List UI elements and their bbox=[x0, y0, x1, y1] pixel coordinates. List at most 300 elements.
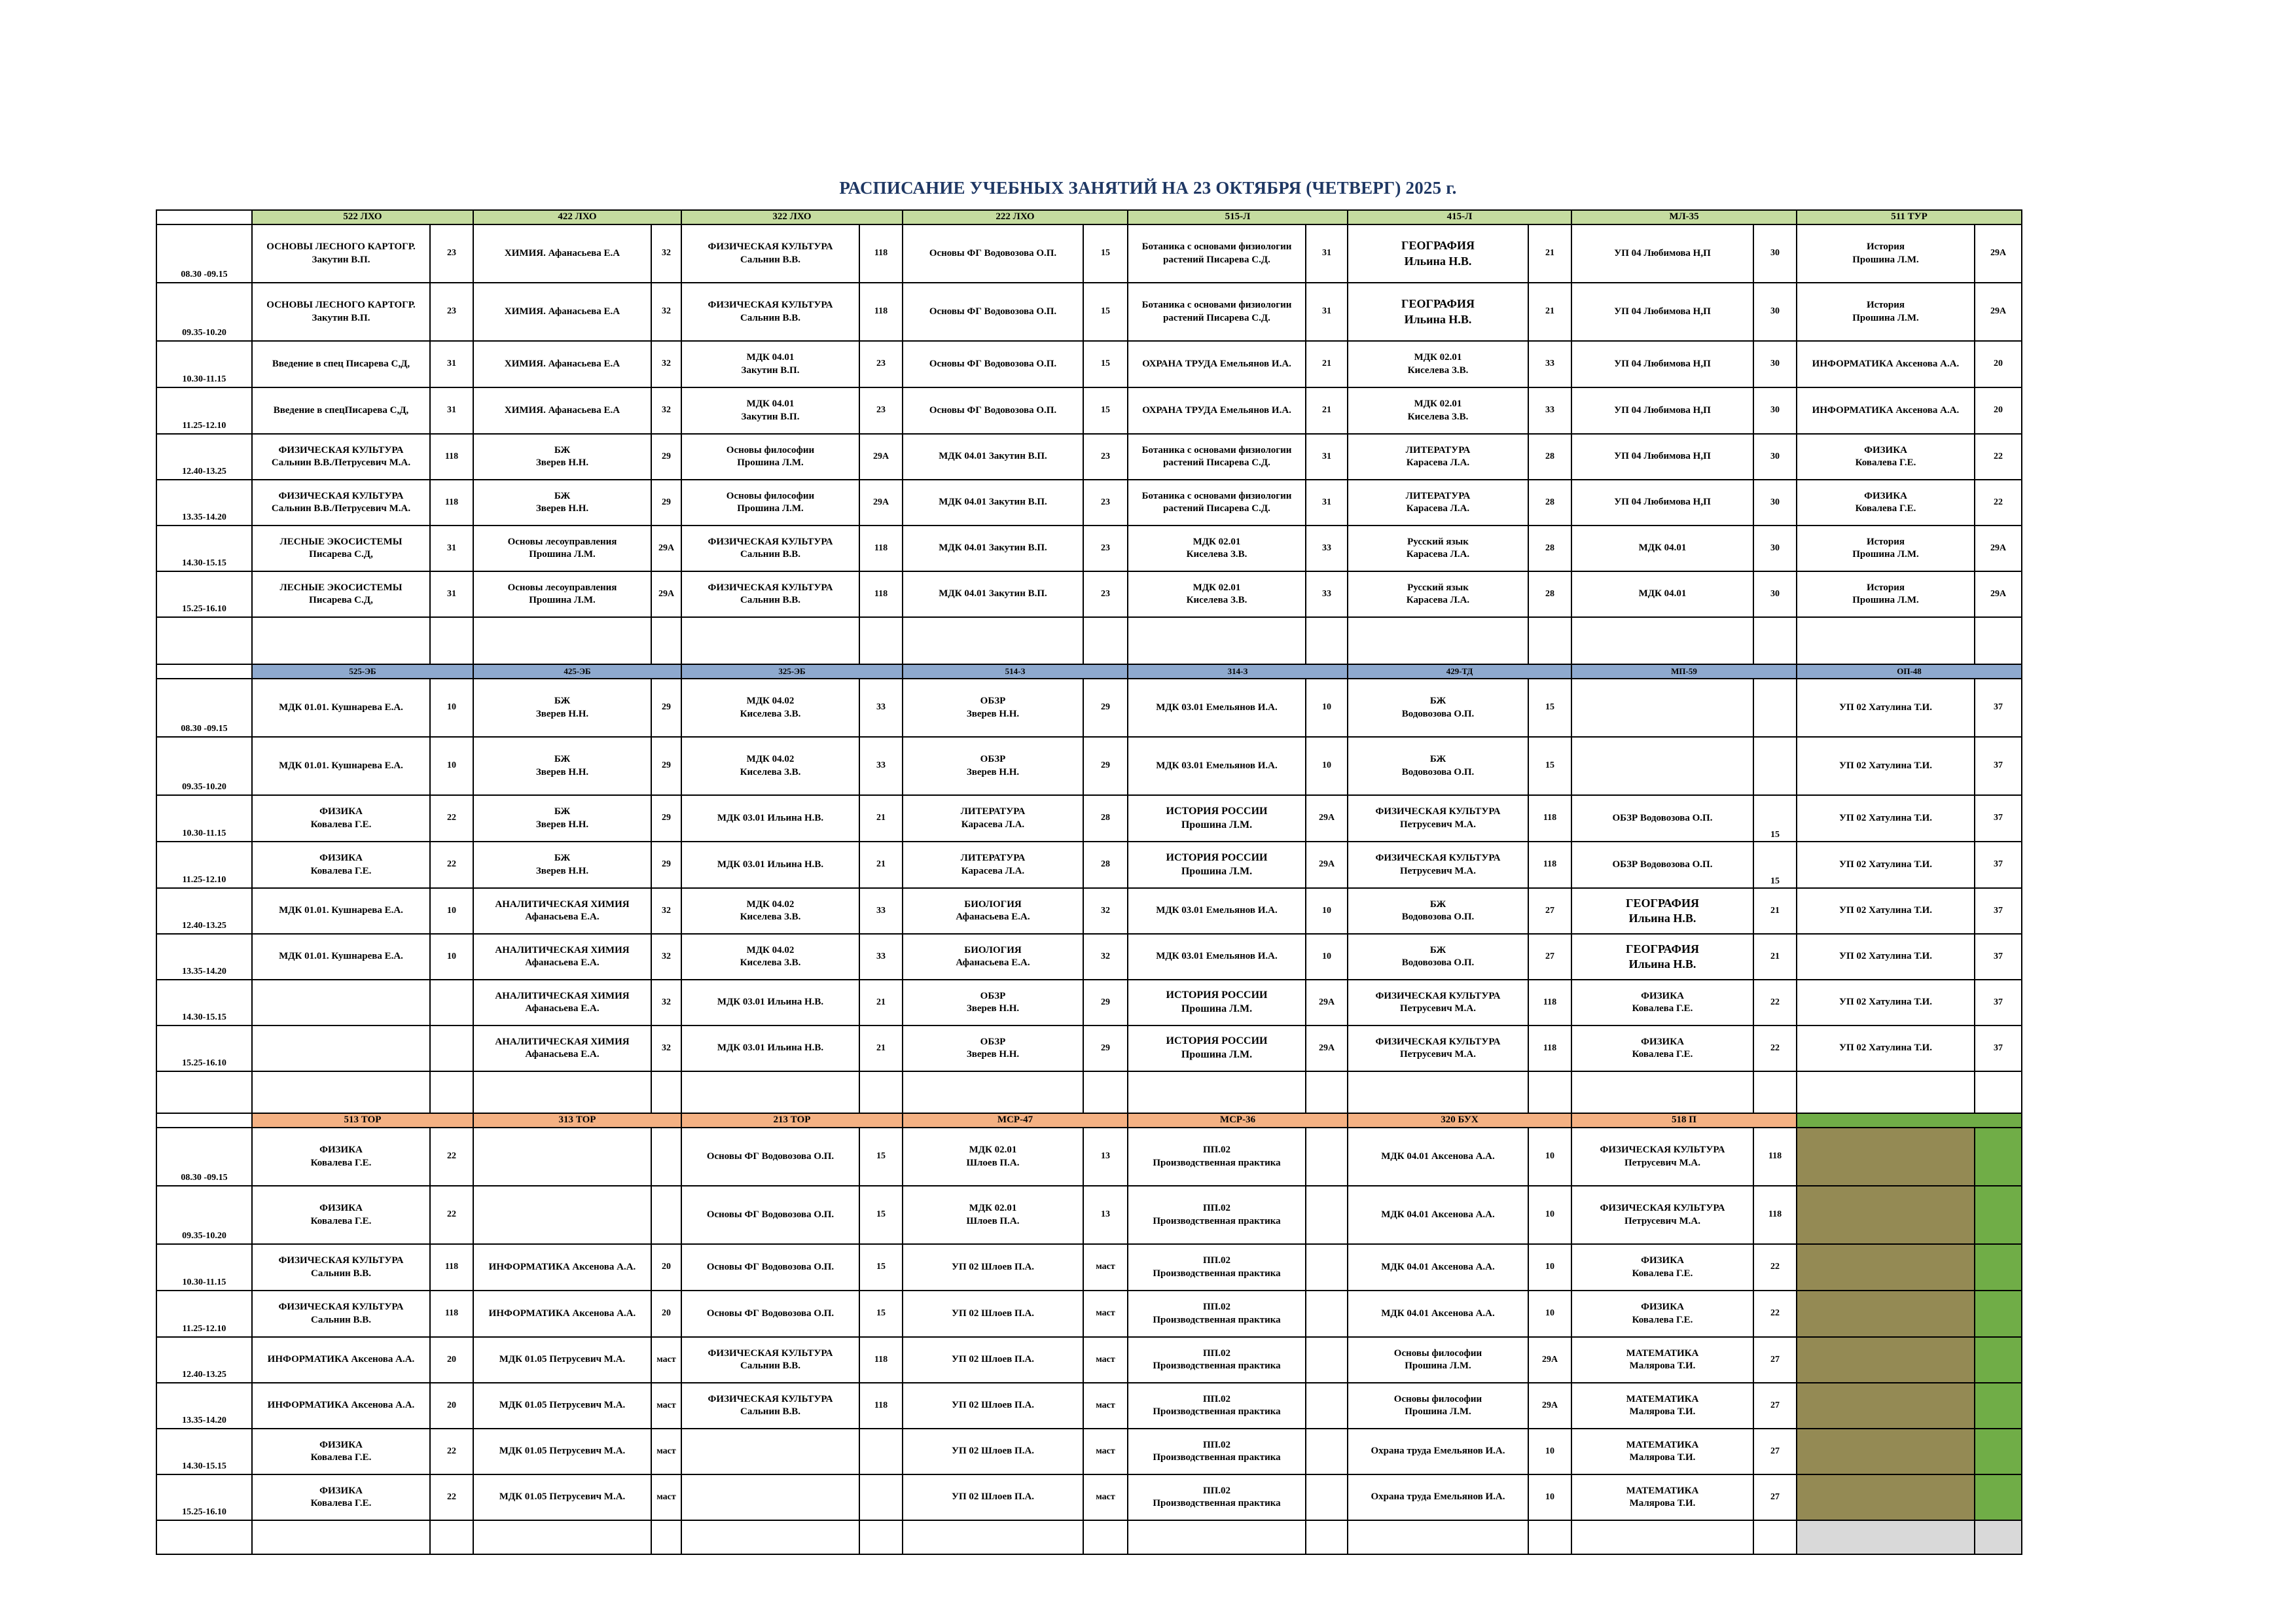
lesson-cell bbox=[252, 1026, 430, 1071]
lesson-cell: УП 04 Любимова Н,П bbox=[1571, 480, 1753, 526]
lesson-cell: ФИЗИЧЕСКАЯ КУЛЬТУРА Сальнин В.В. bbox=[252, 1291, 430, 1337]
time-slot: 12.40-13.25 bbox=[156, 1337, 252, 1383]
time-slot: 10.30-11.15 bbox=[156, 795, 252, 842]
lesson-cell bbox=[252, 980, 430, 1026]
room-cell: маст bbox=[1083, 1337, 1128, 1383]
spacer-cell bbox=[1571, 1071, 1753, 1113]
room-cell: 13 bbox=[1083, 1186, 1128, 1244]
header-corner bbox=[156, 1113, 252, 1128]
spacer-cell bbox=[156, 1520, 252, 1554]
lesson-cell: МДК 04.01 Закутин В.П. bbox=[681, 387, 859, 434]
group-header: 515-Л bbox=[1128, 210, 1348, 224]
lesson-cell bbox=[1797, 1429, 1975, 1474]
room-cell: маст bbox=[651, 1337, 681, 1383]
spacer-cell bbox=[1128, 1520, 1306, 1554]
room-cell: 33 bbox=[1528, 341, 1571, 387]
room-cell: 118 bbox=[859, 526, 903, 571]
room-cell bbox=[1306, 1128, 1348, 1186]
spacer-cell bbox=[430, 1071, 473, 1113]
lesson-cell: ПП.02 Производственная практика bbox=[1128, 1186, 1306, 1244]
room-cell: 29А bbox=[859, 434, 903, 480]
room-cell: 33 bbox=[1306, 526, 1348, 571]
spacer-cell bbox=[1797, 1520, 1975, 1554]
room-cell: 29 bbox=[651, 842, 681, 888]
spacer-cell bbox=[1797, 1071, 1975, 1113]
spacer-cell bbox=[903, 617, 1083, 664]
lesson-cell: МДК 04.01 Аксенова А.А. bbox=[1348, 1291, 1528, 1337]
lesson-row bbox=[156, 1429, 2022, 1474]
lesson-cell: ИСТОРИЯ РОССИИ Прошина Л.М. bbox=[1128, 842, 1306, 888]
room-cell: 29 bbox=[1083, 679, 1128, 737]
lesson-cell: Ботаника с основами физиологии растений Писарева С.Д. bbox=[1128, 434, 1306, 480]
group-header: 314-З bbox=[1128, 664, 1348, 679]
time-slot: 12.40-13.25 bbox=[156, 888, 252, 934]
room-cell: 23 bbox=[859, 341, 903, 387]
room-cell: 31 bbox=[430, 387, 473, 434]
room-cell: 21 bbox=[1753, 934, 1797, 980]
lesson-cell: МДК 03.01 Емельянов И.А. bbox=[1128, 888, 1306, 934]
lesson-cell: ОХРАНА ТРУДА Емельянов И.А. bbox=[1128, 341, 1306, 387]
room-cell: 23 bbox=[1083, 480, 1128, 526]
room-cell: 29 bbox=[651, 480, 681, 526]
room-cell: 37 bbox=[1975, 842, 2022, 888]
room-cell: 29А bbox=[859, 480, 903, 526]
lesson-row bbox=[156, 283, 2022, 341]
room-cell: 30 bbox=[1753, 571, 1797, 617]
lesson-cell: МДК 02.01 Шлоев П.А. bbox=[903, 1128, 1083, 1186]
time-slot: 11.25-12.10 bbox=[156, 1291, 252, 1337]
lesson-cell bbox=[473, 1128, 651, 1186]
room-cell: маст bbox=[1083, 1474, 1128, 1520]
group-header: 313 ТОР bbox=[473, 1113, 681, 1128]
time-slot: 14.30-15.15 bbox=[156, 1429, 252, 1474]
lesson-cell: Основы ФГ Водовозова О.П. bbox=[681, 1186, 859, 1244]
room-cell: 20 bbox=[430, 1383, 473, 1429]
group-header: 525-ЭБ bbox=[252, 664, 473, 679]
lesson-cell: ИНФОРМАТИКА Аксенова А.А. bbox=[252, 1383, 430, 1429]
lesson-cell bbox=[1797, 1337, 1975, 1383]
room-cell: 15 bbox=[1753, 842, 1797, 888]
lesson-cell: УП 02 Хатулина Т.И. bbox=[1797, 934, 1975, 980]
group-header: 425-ЭБ bbox=[473, 664, 681, 679]
lesson-cell: Ботаника с основами физиологии растений Писарева С.Д. bbox=[1128, 224, 1306, 283]
lesson-cell: ИСТОРИЯ РОССИИ Прошина Л.М. bbox=[1128, 1026, 1306, 1071]
lesson-cell: БЖ Зверев Н.Н. bbox=[473, 434, 651, 480]
lesson-cell: ГЕОГРАФИЯ Ильина Н.В. bbox=[1348, 224, 1528, 283]
room-cell bbox=[859, 1474, 903, 1520]
room-cell: 118 bbox=[859, 224, 903, 283]
lesson-cell: ФИЗИЧЕСКАЯ КУЛЬТУРА Петрусевич М.А. bbox=[1571, 1128, 1753, 1186]
lesson-row bbox=[156, 434, 2022, 480]
lesson-cell: БЖ Водовозова О.П. bbox=[1348, 679, 1528, 737]
lesson-cell: Основы философии Прошина Л.М. bbox=[681, 480, 859, 526]
spacer-cell bbox=[859, 617, 903, 664]
spacer-cell bbox=[156, 1071, 252, 1113]
room-cell bbox=[1975, 1383, 2022, 1429]
lesson-cell: ПП.02 Производственная практика bbox=[1128, 1128, 1306, 1186]
lesson-cell bbox=[1797, 1291, 1975, 1337]
lesson-cell: УП 02 Шлоев П.А. bbox=[903, 1429, 1083, 1474]
lesson-cell: ЛИТЕРАТУРА Карасева Л.А. bbox=[903, 842, 1083, 888]
room-cell: 30 bbox=[1753, 387, 1797, 434]
lesson-cell: Охрана труда Емельянов И.А. bbox=[1348, 1474, 1528, 1520]
lesson-row bbox=[156, 679, 2022, 737]
lesson-cell: Основы лесоуправления Прошина Л.М. bbox=[473, 526, 651, 571]
room-cell: 118 bbox=[859, 571, 903, 617]
lesson-cell: МДК 04.02 Киселева З.В. bbox=[681, 737, 859, 795]
room-cell: 22 bbox=[1753, 980, 1797, 1026]
time-slot: 13.35-14.20 bbox=[156, 1383, 252, 1429]
lesson-cell: ФИЗИЧЕСКАЯ КУЛЬТУРА Сальнин В.В. bbox=[681, 224, 859, 283]
room-cell bbox=[430, 1026, 473, 1071]
room-cell: 30 bbox=[1753, 526, 1797, 571]
lesson-cell: Охрана труда Емельянов И.А. bbox=[1348, 1429, 1528, 1474]
lesson-cell: ФИЗИЧЕСКАЯ КУЛЬТУРА Петрусевич М.А. bbox=[1348, 842, 1528, 888]
group-header: 213 ТОР bbox=[681, 1113, 903, 1128]
lesson-cell: МДК 04.02 Киселева З.В. bbox=[681, 888, 859, 934]
room-cell: 21 bbox=[1306, 341, 1348, 387]
lesson-cell: УП 02 Хатулина Т.И. bbox=[1797, 888, 1975, 934]
lesson-row bbox=[156, 224, 2022, 283]
spacer-row bbox=[156, 617, 2022, 664]
time-slot: 14.30-15.15 bbox=[156, 980, 252, 1026]
lesson-cell: ФИЗИЧЕСКАЯ КУЛЬТУРА Петрусевич М.А. bbox=[1348, 1026, 1528, 1071]
lesson-cell: ЛИТЕРАТУРА Карасева Л.А. bbox=[1348, 480, 1528, 526]
room-cell: 33 bbox=[1306, 571, 1348, 617]
lesson-cell: ФИЗИЧЕСКАЯ КУЛЬТУРА Петрусевич М.А. bbox=[1348, 980, 1528, 1026]
lesson-cell: ФИЗИЧЕСКАЯ КУЛЬТУРА Сальнин В.В. bbox=[252, 1244, 430, 1291]
lesson-cell: ОБЗР Зверев Н.Н. bbox=[903, 1026, 1083, 1071]
lesson-cell: МДК 02.01 Киселева З.В. bbox=[1128, 571, 1306, 617]
time-slot: 08.30 -09.15 bbox=[156, 224, 252, 283]
spacer-cell bbox=[681, 1071, 859, 1113]
room-cell: 21 bbox=[1528, 224, 1571, 283]
lesson-row bbox=[156, 1337, 2022, 1383]
room-cell: 29 bbox=[651, 434, 681, 480]
room-cell bbox=[1975, 1474, 2022, 1520]
lesson-cell: УП 02 Хатулина Т.И. bbox=[1797, 679, 1975, 737]
lesson-cell: МДК 04.02 Киселева З.В. bbox=[681, 679, 859, 737]
room-cell: 21 bbox=[859, 842, 903, 888]
room-cell: 27 bbox=[1528, 888, 1571, 934]
lesson-cell: ПП.02 Производственная практика bbox=[1128, 1244, 1306, 1291]
spacer-cell bbox=[1975, 1071, 2022, 1113]
room-cell: 30 bbox=[1753, 224, 1797, 283]
room-cell: 15 bbox=[859, 1244, 903, 1291]
room-cell: 15 bbox=[859, 1186, 903, 1244]
lesson-cell: БЖ Зверев Н.Н. bbox=[473, 679, 651, 737]
spacer-cell bbox=[1306, 1071, 1348, 1113]
lesson-cell: Основы ФГ Водовозова О.П. bbox=[903, 341, 1083, 387]
spacer-cell bbox=[1753, 617, 1797, 664]
room-cell bbox=[1306, 1429, 1348, 1474]
room-cell: 10 bbox=[1306, 934, 1348, 980]
lesson-cell: МАТЕМАТИКА Малярова Т.И. bbox=[1571, 1383, 1753, 1429]
room-cell: маст bbox=[651, 1383, 681, 1429]
time-slot: 12.40-13.25 bbox=[156, 434, 252, 480]
lesson-cell: ПП.02 Производственная практика bbox=[1128, 1337, 1306, 1383]
room-cell: 118 bbox=[1528, 980, 1571, 1026]
room-cell bbox=[651, 1128, 681, 1186]
room-cell: 21 bbox=[1528, 283, 1571, 341]
lesson-cell: ПП.02 Производственная практика bbox=[1128, 1474, 1306, 1520]
room-cell: 37 bbox=[1975, 1026, 2022, 1071]
spacer-cell bbox=[430, 617, 473, 664]
lesson-cell: МДК 03.01 Емельянов И.А. bbox=[1128, 679, 1306, 737]
lesson-cell: ФИЗИЧЕСКАЯ КУЛЬТУРА Сальнин В.В. bbox=[681, 526, 859, 571]
spacer-cell bbox=[903, 1520, 1083, 1554]
room-cell: 118 bbox=[859, 1337, 903, 1383]
lesson-cell: МАТЕМАТИКА Малярова Т.И. bbox=[1571, 1337, 1753, 1383]
room-cell: маст bbox=[1083, 1383, 1128, 1429]
lesson-row bbox=[156, 842, 2022, 888]
room-cell: 29А bbox=[1306, 842, 1348, 888]
room-cell: 21 bbox=[859, 795, 903, 842]
room-cell: 21 bbox=[859, 980, 903, 1026]
spacer-cell bbox=[681, 1520, 859, 1554]
room-cell: 23 bbox=[1083, 526, 1128, 571]
lesson-cell: История Прошина Л.М. bbox=[1797, 526, 1975, 571]
lesson-cell: ПП.02 Производственная практика bbox=[1128, 1291, 1306, 1337]
time-slot: 15.25-16.10 bbox=[156, 1026, 252, 1071]
room-cell: 22 bbox=[430, 1429, 473, 1474]
lesson-cell: МДК 04.01 Закутин В.П. bbox=[681, 341, 859, 387]
room-cell: маст bbox=[1083, 1429, 1128, 1474]
room-cell: 31 bbox=[1306, 480, 1348, 526]
lesson-cell: ФИЗИКА Ковалева Г.Е. bbox=[252, 1429, 430, 1474]
spacer-row bbox=[156, 1520, 2022, 1554]
room-cell: 20 bbox=[651, 1291, 681, 1337]
spacer-cell bbox=[430, 1520, 473, 1554]
lesson-cell: МДК 03.01 Емельянов И.А. bbox=[1128, 934, 1306, 980]
group-header-row bbox=[156, 210, 2022, 224]
lesson-cell: МДК 02.01 Киселева З.В. bbox=[1348, 387, 1528, 434]
group-header: 320 БУХ bbox=[1348, 1113, 1571, 1128]
group-header: 415-Л bbox=[1348, 210, 1571, 224]
room-cell: 37 bbox=[1975, 980, 2022, 1026]
lesson-cell: ИНФОРМАТИКА Аксенова А.А. bbox=[252, 1337, 430, 1383]
spacer-cell bbox=[1753, 1520, 1797, 1554]
spacer-cell bbox=[859, 1520, 903, 1554]
room-cell bbox=[1975, 1291, 2022, 1337]
room-cell: 28 bbox=[1528, 571, 1571, 617]
room-cell: 10 bbox=[430, 679, 473, 737]
lesson-cell: ИСТОРИЯ РОССИИ Прошина Л.М. bbox=[1128, 795, 1306, 842]
room-cell: 22 bbox=[430, 795, 473, 842]
lesson-cell bbox=[1797, 1244, 1975, 1291]
spacer-cell bbox=[252, 1520, 430, 1554]
lesson-cell: АНАЛИТИЧЕСКАЯ ХИМИЯ Афанасьева Е.А. bbox=[473, 934, 651, 980]
room-cell: 21 bbox=[1306, 387, 1348, 434]
group-header: 511 ТУР bbox=[1797, 210, 2022, 224]
room-cell: 13 bbox=[1083, 1128, 1128, 1186]
time-slot: 08.30 -09.15 bbox=[156, 1128, 252, 1186]
lesson-cell: МДК 04.01 bbox=[1571, 571, 1753, 617]
lesson-cell: АНАЛИТИЧЕСКАЯ ХИМИЯ Афанасьева Е.А. bbox=[473, 888, 651, 934]
room-cell: 10 bbox=[1306, 737, 1348, 795]
room-cell: 28 bbox=[1528, 526, 1571, 571]
room-cell: 29 bbox=[651, 737, 681, 795]
room-cell: 23 bbox=[1083, 571, 1128, 617]
room-cell: 32 bbox=[651, 1026, 681, 1071]
room-cell: 118 bbox=[859, 283, 903, 341]
room-cell: 20 bbox=[1975, 387, 2022, 434]
lesson-row bbox=[156, 571, 2022, 617]
room-cell: 21 bbox=[859, 1026, 903, 1071]
lesson-cell: ХИМИЯ. Афанасьева Е.А bbox=[473, 224, 651, 283]
room-cell: 32 bbox=[1083, 888, 1128, 934]
spacer-cell bbox=[1083, 1071, 1128, 1113]
room-cell: 37 bbox=[1975, 934, 2022, 980]
lesson-cell bbox=[1571, 679, 1753, 737]
spacer-cell bbox=[473, 1071, 651, 1113]
room-cell bbox=[1306, 1337, 1348, 1383]
room-cell: 15 bbox=[1753, 795, 1797, 842]
room-cell: 30 bbox=[1753, 480, 1797, 526]
room-cell: 37 bbox=[1975, 795, 2022, 842]
room-cell: 10 bbox=[1528, 1429, 1571, 1474]
spacer-cell bbox=[1083, 1520, 1128, 1554]
spacer-cell bbox=[651, 617, 681, 664]
spacer-cell bbox=[1083, 617, 1128, 664]
group-header-row bbox=[156, 664, 2022, 679]
room-cell: 28 bbox=[1528, 480, 1571, 526]
schedule-grid bbox=[156, 209, 2022, 1555]
lesson-cell bbox=[1797, 1128, 1975, 1186]
room-cell: 15 bbox=[859, 1291, 903, 1337]
lesson-cell: Введение в спецПисарева С,Д, bbox=[252, 387, 430, 434]
room-cell bbox=[1306, 1244, 1348, 1291]
lesson-row bbox=[156, 737, 2022, 795]
room-cell: 32 bbox=[1083, 934, 1128, 980]
room-cell: 20 bbox=[1975, 341, 2022, 387]
lesson-cell: ЛЕСНЫЕ ЭКОСИСТЕМЫ Писарева С.Д, bbox=[252, 571, 430, 617]
group-header: 518 П bbox=[1571, 1113, 1797, 1128]
time-slot: 09.35-10.20 bbox=[156, 737, 252, 795]
room-cell: 15 bbox=[1083, 224, 1128, 283]
group-header: 422 ЛХО bbox=[473, 210, 681, 224]
lesson-cell: МДК 01.05 Петрусевич М.А. bbox=[473, 1337, 651, 1383]
room-cell: 29 bbox=[1083, 737, 1128, 795]
room-cell: 15 bbox=[1083, 387, 1128, 434]
lesson-cell: ОБЗР Водовозова О.П. bbox=[1571, 842, 1753, 888]
lesson-cell: УП 02 Хатулина Т.И. bbox=[1797, 737, 1975, 795]
room-cell: 118 bbox=[859, 1383, 903, 1429]
room-cell: 118 bbox=[1528, 795, 1571, 842]
lesson-cell: МДК 01.05 Петрусевич М.А. bbox=[473, 1429, 651, 1474]
lesson-cell: ЛИТЕРАТУРА Карасева Л.А. bbox=[1348, 434, 1528, 480]
lesson-row bbox=[156, 480, 2022, 526]
spacer-cell bbox=[651, 1520, 681, 1554]
lesson-cell: МДК 01.01. Кушнарева Е.А. bbox=[252, 888, 430, 934]
lesson-cell: ФИЗИЧЕСКАЯ КУЛЬТУРА Сальнин В.В. bbox=[681, 283, 859, 341]
group-header: МП-59 bbox=[1571, 664, 1797, 679]
header-corner bbox=[156, 664, 252, 679]
lesson-cell: ИНФОРМАТИКА Аксенова А.А. bbox=[473, 1244, 651, 1291]
group-header bbox=[1797, 1113, 2022, 1128]
lesson-row bbox=[156, 387, 2022, 434]
lesson-cell: Русский язык Карасева Л.А. bbox=[1348, 526, 1528, 571]
lesson-cell: БЖ Водовозова О.П. bbox=[1348, 888, 1528, 934]
lesson-cell: МДК 04.01 Закутин В.П. bbox=[903, 526, 1083, 571]
lesson-cell: ФИЗИКА Ковалева Г.Е. bbox=[252, 1186, 430, 1244]
lesson-cell: ИНФОРМАТИКА Аксенова А.А. bbox=[1797, 387, 1975, 434]
lesson-cell: МДК 01.01. Кушнарева Е.А. bbox=[252, 737, 430, 795]
lesson-cell: МДК 02.01 Шлоев П.А. bbox=[903, 1186, 1083, 1244]
lesson-cell: ФИЗИКА Ковалева Г.Е. bbox=[1797, 480, 1975, 526]
page-title: РАСПИСАНИЕ УЧЕБНЫХ ЗАНЯТИЙ НА 23 ОКТЯБРЯ (ЧЕТВЕРГ) 2025 г. bbox=[839, 178, 1457, 198]
room-cell: 37 bbox=[1975, 737, 2022, 795]
room-cell: 22 bbox=[1975, 434, 2022, 480]
room-cell bbox=[430, 980, 473, 1026]
lesson-cell: УП 02 Шлоев П.А. bbox=[903, 1291, 1083, 1337]
lesson-row bbox=[156, 934, 2022, 980]
lesson-cell: ИНФОРМАТИКА Аксенова А.А. bbox=[473, 1291, 651, 1337]
spacer-cell bbox=[1975, 1520, 2022, 1554]
lesson-cell: ФИЗИКА Ковалева Г.Е. bbox=[1571, 1244, 1753, 1291]
lesson-cell: МДК 03.01 Ильина Н.В. bbox=[681, 795, 859, 842]
group-header: 325-ЭБ bbox=[681, 664, 903, 679]
lesson-cell: ПП.02 Производственная практика bbox=[1128, 1429, 1306, 1474]
spacer-cell bbox=[473, 617, 651, 664]
room-cell: 29А bbox=[1306, 795, 1348, 842]
lesson-cell: МДК 04.01 bbox=[1571, 526, 1753, 571]
spacer-row bbox=[156, 1071, 2022, 1113]
room-cell: 10 bbox=[1306, 679, 1348, 737]
group-header: 513 ТОР bbox=[252, 1113, 473, 1128]
group-header: МЛ-35 bbox=[1571, 210, 1797, 224]
lesson-cell: ФИЗИЧЕСКАЯ КУЛЬТУРА Сальнин В.В./Петрусевич М.А. bbox=[252, 434, 430, 480]
room-cell: 118 bbox=[430, 480, 473, 526]
room-cell: 32 bbox=[651, 980, 681, 1026]
lesson-row bbox=[156, 980, 2022, 1026]
lesson-cell: АНАЛИТИЧЕСКАЯ ХИМИЯ Афанасьева Е.А. bbox=[473, 1026, 651, 1071]
lesson-cell: ФИЗИКА Ковалева Г.Е. bbox=[252, 842, 430, 888]
spacer-cell bbox=[1348, 1520, 1528, 1554]
spacer-cell bbox=[1348, 1071, 1528, 1113]
lesson-cell: МДК 04.01 Аксенова А.А. bbox=[1348, 1186, 1528, 1244]
spacer-cell bbox=[681, 617, 859, 664]
room-cell: 10 bbox=[430, 888, 473, 934]
spacer-cell bbox=[1528, 1071, 1571, 1113]
lesson-cell: ГЕОГРАФИЯ Ильина Н.В. bbox=[1571, 888, 1753, 934]
lesson-cell: ОБЗР Водовозова О.П. bbox=[1571, 795, 1753, 842]
lesson-cell: МДК 01.05 Петрусевич М.А. bbox=[473, 1383, 651, 1429]
lesson-cell: История Прошина Л.М. bbox=[1797, 571, 1975, 617]
spacer-cell bbox=[1571, 617, 1753, 664]
room-cell: 29А bbox=[1306, 980, 1348, 1026]
room-cell: 29А bbox=[1975, 224, 2022, 283]
room-cell: 10 bbox=[1528, 1186, 1571, 1244]
lesson-cell: ФИЗИКА Ковалева Г.Е. bbox=[252, 795, 430, 842]
room-cell: 15 bbox=[1083, 283, 1128, 341]
room-cell: 29А bbox=[1975, 283, 2022, 341]
room-cell: маст bbox=[1083, 1244, 1128, 1291]
lesson-row bbox=[156, 1474, 2022, 1520]
lesson-cell: БЖ Зверев Н.Н. bbox=[473, 795, 651, 842]
lesson-cell: Введение в спец Писарева С,Д, bbox=[252, 341, 430, 387]
lesson-cell: ОСНОВЫ ЛЕСНОГО КАРТОГР. Закутин В.П. bbox=[252, 224, 430, 283]
lesson-cell: ФИЗИКА Ковалева Г.Е. bbox=[1571, 1291, 1753, 1337]
room-cell: 22 bbox=[430, 842, 473, 888]
spacer-cell bbox=[156, 617, 252, 664]
lesson-cell: МДК 03.01 Ильина Н.В. bbox=[681, 980, 859, 1026]
lesson-cell: ГЕОГРАФИЯ Ильина Н.В. bbox=[1348, 283, 1528, 341]
room-cell: 33 bbox=[859, 679, 903, 737]
time-slot: 11.25-12.10 bbox=[156, 387, 252, 434]
room-cell: 118 bbox=[430, 434, 473, 480]
room-cell: 20 bbox=[430, 1337, 473, 1383]
